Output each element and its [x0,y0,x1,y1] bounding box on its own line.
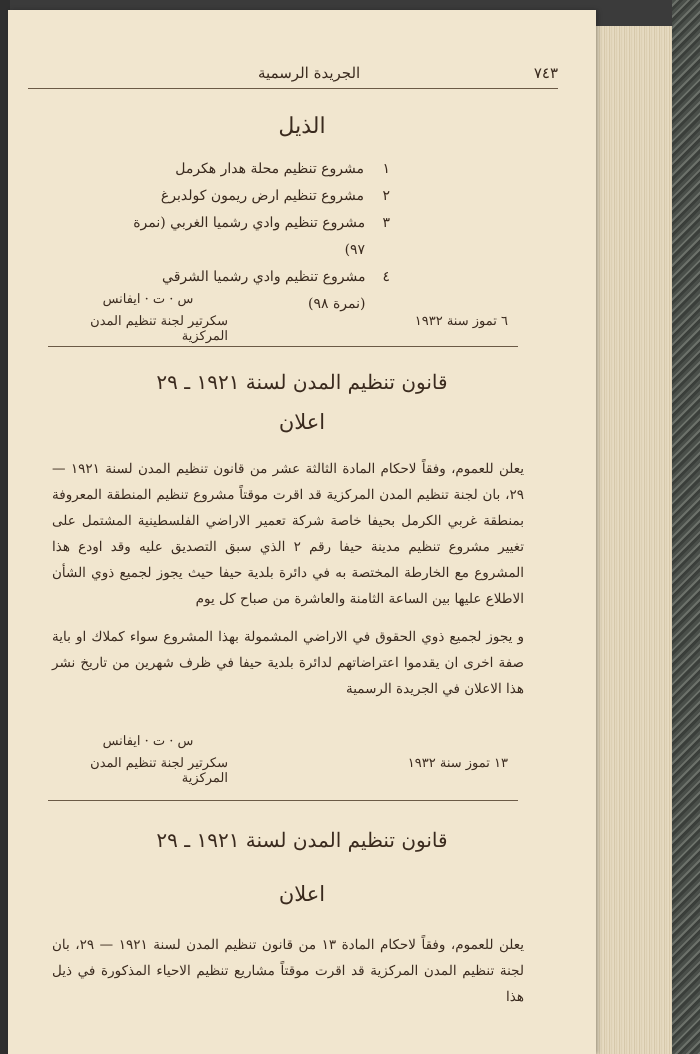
list-item-text: مشروع تنظيم وادي رشميا الشرقي (نمرة ٩٨) [162,269,366,312]
notice-heading: اعلان [278,410,326,434]
section-divider [48,800,518,801]
notice-body [52,456,524,702]
list-item [128,183,390,210]
list-item [128,156,390,183]
list-item [128,210,390,264]
signatory-name: س · ت · ايفانس [102,734,194,749]
page-header [28,60,558,86]
notice-heading: اعلان [278,882,326,906]
signature-block [78,292,508,344]
signatory-name: س · ت · ايفانس [102,292,194,307]
signature-block [78,734,508,786]
signatory-role: سكرتير لجنة تنظيم المدن المركزية [90,756,228,786]
signature-date: ٦ تموز سنة ١٩٣٢ [414,314,508,329]
law-title: قانون تنظيم المدن لسنة ١٩٢١ ـ ٢٩ [156,828,448,852]
notice-body [52,932,524,1010]
notice-paragraph: و يجوز لجميع ذوي الحقوق في الاراضي المشمولة بهذا المشروع سواء كملاك او باية صفة اخرى ان يقدموا اعتراضاتهم لدائرة بلدية حيفا في ظرف شهرين من تاريخ نشر هذا الاعلان في الجريدة الرسمية [52,629,524,697]
list-item-text: مشروع تنظيم ارض ريمون كولدبرغ [160,188,364,204]
list-item-number: ٢ [382,188,390,204]
section-divider [48,346,518,347]
book-cover-board [672,0,700,1054]
gazette-page [8,10,596,1054]
list-item-number: ٣ [382,215,390,231]
list-item-number: ١ [382,161,390,177]
signature-date: ١٣ تموز سنة ١٩٣٢ [407,756,508,771]
list-item-number: ٤ [382,269,390,285]
list-item-text: مشروع تنظيم وادي رشميا الغربي (نمرة ٩٧) [133,215,366,258]
notice-paragraph: يعلن للعموم، وفقاً لاحكام المادة ١٣ من قانون تنظيم المدن لسنة ١٩٢١ — ٢٩، بان لجنة تنظيم المدن المركزية قد اقرت موقتاً مشاريع تنظيم الاحياء المذكورة في ذيل هذا [52,937,524,1005]
law-title: قانون تنظيم المدن لسنة ١٩٢١ ـ ٢٩ [156,370,448,394]
list-item-text: مشروع تنظيم محلة هدار هكرمل [175,161,364,177]
annex-title: الذيل [278,114,326,139]
page-number: ٧٤٣ [533,64,558,82]
journal-title: الجريدة الرسمية [258,64,361,82]
header-rule [28,88,558,89]
notice-paragraph: يعلن للعموم، وفقاً لاحكام المادة الثالثة عشر من قانون تنظيم المدن لسنة ١٩٢١ — ٢٩، بان لجنة تنظيم المدن المركزية قد اقرت موقتاً مشروع تنظيم المنطقة المعروفة بمنطقة غربي الكرمل بحيفا خاصة شركة تعمير الاراضي الفلسطينية المشتمل على تغيير مشروع تنظيم مدينة حيفا رقم ٢ الذي سبق التصديق عليه وقد اودع هذا المشروع مع الخارطة المختصة به في دائرة بلدية حيفا حيث يجوز لجميع ذوي الشأن الاطلاع عليها بين الساعة الثامنة والعاشرة من صباح كل يوم [52,461,525,607]
signatory-role: سكرتير لجنة تنظيم المدن المركزية [90,314,228,344]
